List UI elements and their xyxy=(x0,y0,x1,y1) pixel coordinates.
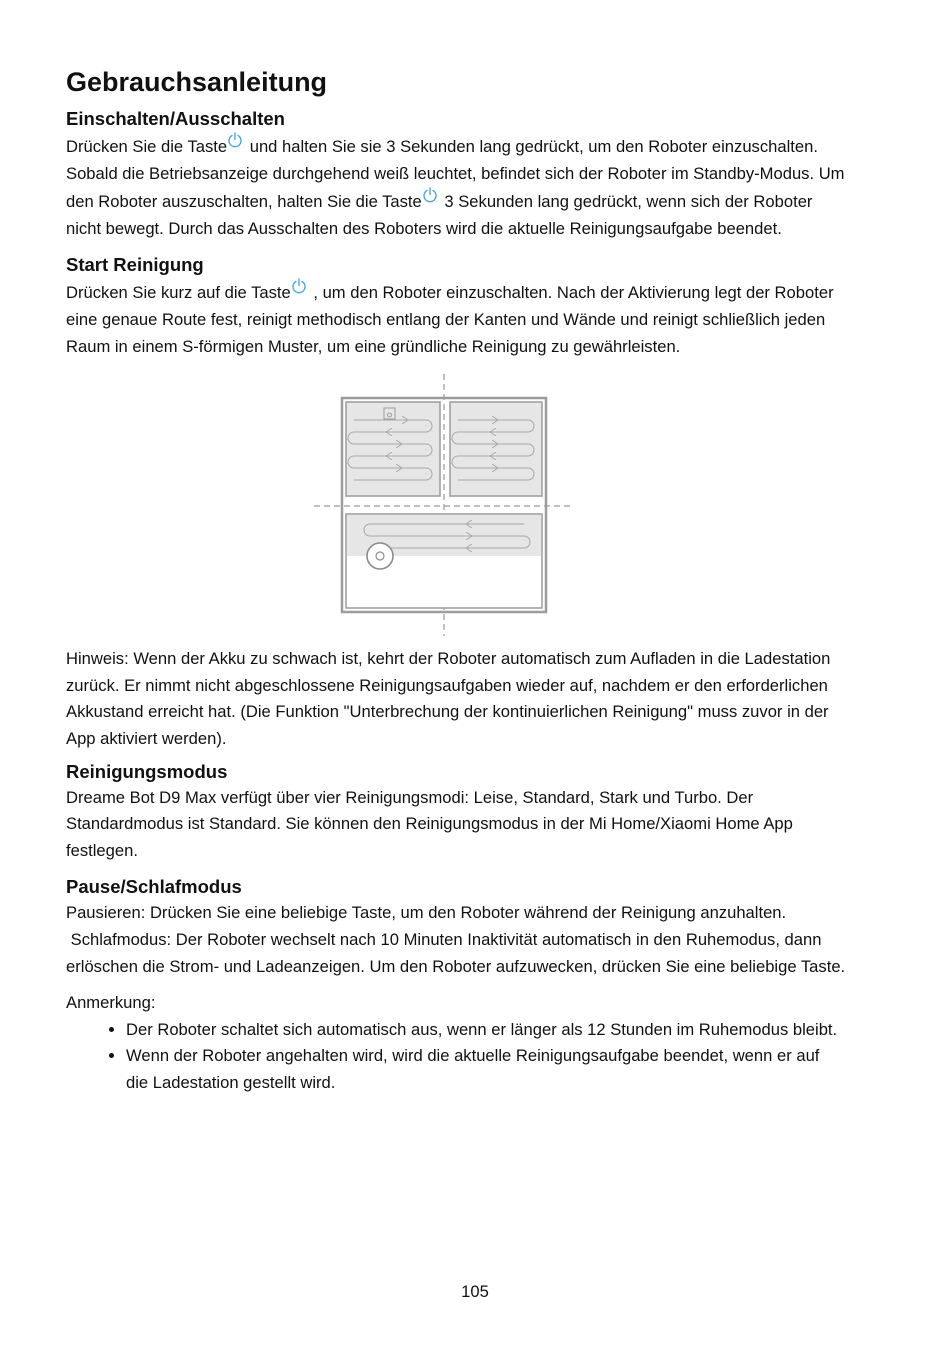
page-number: 105 xyxy=(461,1282,489,1301)
cleaning-route-diagram xyxy=(314,374,574,636)
power-text-a: Drücken Sie die Taste xyxy=(66,137,228,156)
power-icon xyxy=(291,278,307,294)
power-icon xyxy=(422,187,438,203)
section-pause xyxy=(66,874,846,980)
remark-list xyxy=(66,1017,846,1097)
section-note xyxy=(66,646,846,752)
section-heading-mode: Reinigungsmodus xyxy=(66,760,228,782)
page-title: Gebrauchsanleitung xyxy=(66,67,328,97)
list-item: • Der Roboter schaltet sich automatisch aus, wenn er länger als 12 Stunden im Ruhemodus bleibt. xyxy=(126,1017,846,1044)
sleep-paragraph: Schlafmodus: Der Roboter wechselt nach 10 Minuten Inaktivität automatisch in den Ruhemodus, dann erlöschen die Strom- und Ladeanzeigen. Um den Roboter aufzuwecken, drücken Sie eine beliebige Taste. xyxy=(66,929,846,976)
note-paragraph: Hinweis: Wenn der Akku zu schwach ist, kehrt der Roboter automatisch zum Aufladen in die Ladestation zurück. Er nimmt nicht abgeschlossene Reinigungsaufgaben wieder auf, nachdem er den erforderlichen Akkustand erreicht hat. (Die Funktion "Unterbrechung der kontinuierlichen Reinigung" muss zuvor in der App aktiviert werden). xyxy=(66,649,831,748)
section-heading-start: Start Reinigung xyxy=(66,254,204,276)
start-text-b: , um den Roboter einzuschalten. Nach der Aktivierung legt der Roboter eine genaue Route fest, reinigt methodisch entlang der Kanten und Wände und reinigt schließlich jeden Raum in einem S-förmigen Muster, um eine gründliche Reinigung zu gewährleisten. xyxy=(66,283,834,356)
mode-paragraph: Dreame Bot D9 Max verfügt über vier Reinigungsmodi: Leise, Standard, Stark und Turbo. Der Standardmodus ist Standard. Sie können den Reinigungsmodus in der Mi Home/Xiaomi Home App festlegen. xyxy=(66,787,793,860)
power-text-b: und halten Sie sie 3 Sekunden lang gedrückt, um den Roboter einzuschalten. Sobald die Betriebsanzeige durchgehend weiß leuchtet, befindet sich der Roboter im Standby-Modus. Um den Roboter auszuschalten, halten Sie die Taste xyxy=(66,137,845,212)
power-text-c: 3 Sekunden lang gedrückt, wenn sich der Roboter nicht bewegt. Durch das Ausschalten des Roboters wird die aktuelle Reinigungsaufgabe beendet. xyxy=(66,192,813,238)
section-remark xyxy=(66,990,846,1096)
start-paragraph xyxy=(66,278,846,360)
section-mode xyxy=(66,759,846,865)
section-heading-power: Einschalten/Ausschalten xyxy=(66,108,285,129)
manual-page xyxy=(66,64,846,1096)
power-icon xyxy=(227,132,243,148)
power-paragraph xyxy=(66,132,846,242)
remark-label: Anmerkung: xyxy=(66,993,156,1013)
section-heading-pause: Pause/Schlafmodus xyxy=(66,876,242,898)
section-start xyxy=(66,252,846,360)
pause-paragraph: Pausieren: Drücken Sie eine beliebige Taste, um den Roboter während der Reinigung anzuhalten. xyxy=(66,903,787,923)
start-text-a: Drücken Sie kurz auf die Taste xyxy=(66,283,291,303)
section-power xyxy=(66,106,846,242)
list-item: • Wenn der Roboter angehalten wird, wird die aktuelle Reinigungsaufgabe beendet, wenn er auf die Ladestation gestellt wird. xyxy=(126,1043,846,1096)
